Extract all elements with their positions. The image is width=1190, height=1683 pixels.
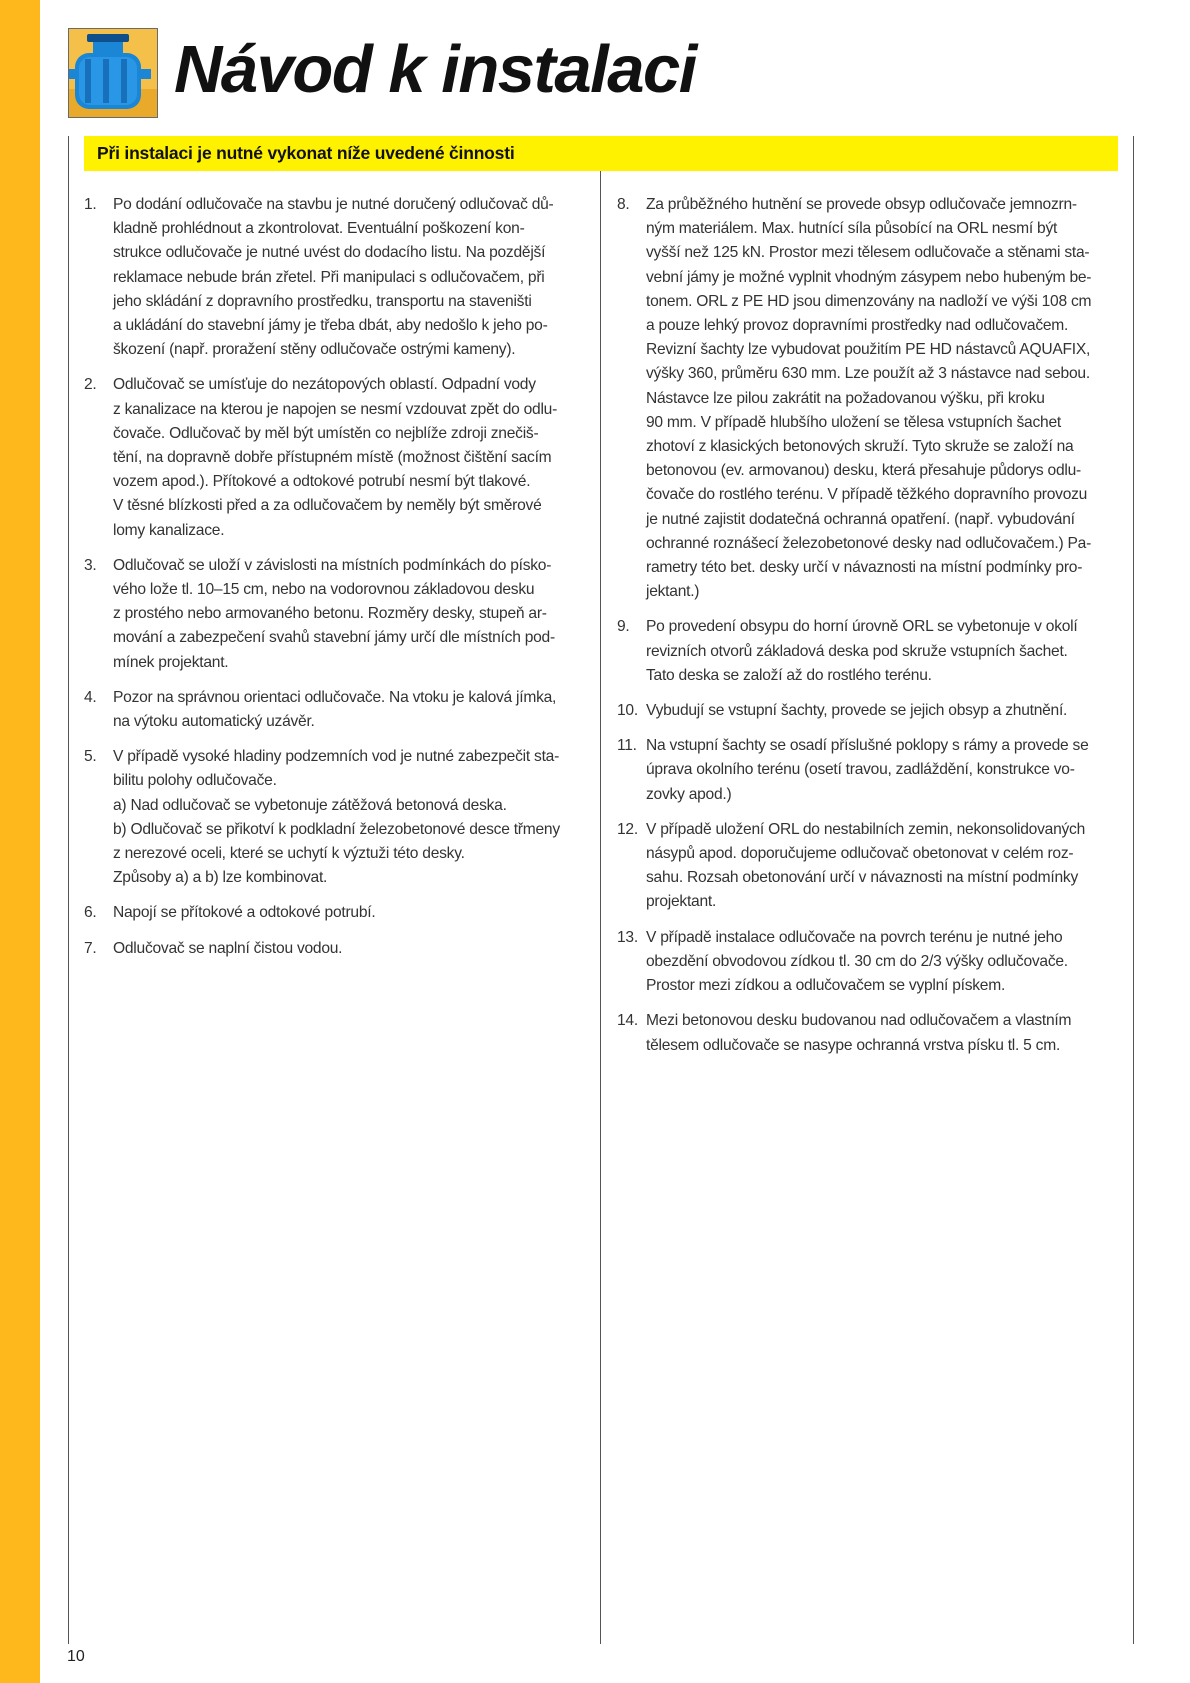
instruction-text: V případě vysoké hladiny podzemních vod je nutné zabezpečit sta- bilitu polohy odlučovače. a) Nad odlučovač se vybetonuje zátěžová betonová deska. b) Odlučovač se přikotví k podkladní železobetonové desce třmeny z nerezové oceli, které se uchytí k výztuži této desky. Způsoby a) a b) lze kombinovat. xyxy=(113,748,560,887)
column-rule-left xyxy=(68,136,69,1644)
instruction-number: 7. xyxy=(84,939,97,957)
instruction-text: Napojí se přítokové a odtokové potrubí. xyxy=(113,904,376,922)
instruction-item xyxy=(84,373,594,542)
instruction-item xyxy=(84,554,594,675)
instruction-text: Po dodání odlučovače na stavbu je nutné doručený odlučovač dů- kladně prohlédnout a zkontrolovat. Eventuální poškození kon- strukce odlučovače je nutné uvést do dodacího listu. Na pozdější reklamace nebude brán zřetel. Při manipulaci s odlučovačem, při jeho skládání z dopravního prostředku, transportu na staveništi a ukládání do stavební jámy je třeba dbát, aby nedošlo k jeho po- škození (např. proražení stěny odlučovače ostrými kameny). xyxy=(113,196,554,359)
instruction-item xyxy=(84,686,594,734)
instruction-number: 11. xyxy=(617,737,637,755)
instruction-item xyxy=(617,926,1127,999)
instruction-text: Mezi betonovou desku budovanou nad odlučovačem a vlastním tělesem odlučovače se nasype ochranná vrstva písku tl. 5 cm. xyxy=(646,1012,1072,1054)
instructions-left-column xyxy=(84,193,594,972)
instruction-number: 2. xyxy=(84,376,97,394)
instruction-item xyxy=(617,1009,1127,1057)
page-number: 10 xyxy=(67,1648,85,1665)
instruction-number: 13. xyxy=(617,928,638,946)
instruction-text: Odlučovač se uloží v závislosti na místních podmínkách do písko- vého lože tl. 10–15 cm, nebo na vodorovnou základovou desku z prostého nebo armovaného betonu. Rozměry desky, stupeň ar- mování a zabezpečení svahů stavební jámy určí dle místních pod- mínek projektant. xyxy=(113,556,555,671)
instruction-number: 12. xyxy=(617,820,638,838)
instruction-text: Odlučovač se naplní čistou vodou. xyxy=(113,939,343,957)
instruction-text: Pozor na správnou orientaci odlučovače. Na vtoku je kalová jímka, na výtoku automatický uzávěr. xyxy=(113,688,557,731)
instruction-number: 14. xyxy=(617,1012,638,1030)
instruction-text: Odlučovač se umísťuje do nezátopových oblastí. Odpadní vody z kanalizace na kterou je napojen se nesmí vzdouvat zpět do odlu- čovače. Odlučovač by měl být umístěn co nejblíže zdroji znečiš- tění, na dopravně dobře přístupném místě (možnost čištění sacím vozem apod.). Přítokové a odtokové potrubí nesmí být tlakové. V těsné blízkosti před a za odlučovačem by neměly být směrové lomy kanalizace. xyxy=(113,376,558,539)
page-title: Návod k instalaci xyxy=(174,32,696,107)
instruction-item xyxy=(84,937,594,961)
section-banner xyxy=(84,136,1118,171)
instruction-text: Po provedení obsypu do horní úrovně ORL se vybetonuje v okolí revizních otvorů základová deska pod skruže vstupních šachet. Tato deska se založí až do rostlého terénu. xyxy=(646,618,1078,684)
instruction-number: 4. xyxy=(84,688,97,706)
instruction-text: Vybudují se vstupní šachty, provede se jejich obsyp a zhutnění. xyxy=(646,702,1068,720)
instruction-number: 5. xyxy=(84,748,97,766)
instruction-number: 1. xyxy=(84,196,97,213)
instructions-right-column xyxy=(617,193,1127,1069)
instruction-number: 10. xyxy=(617,702,638,720)
instruction-item xyxy=(617,818,1127,915)
column-rule-middle xyxy=(600,136,601,1644)
instruction-text: V případě instalace odlučovače na povrch terénu je nutné jeho obezdění obvodovou zídkou tl. 30 cm do 2/3 výšky odlučovače. Prostor mezi zídkou a odlučovačem se vyplní pískem. xyxy=(646,928,1068,995)
section-heading: Při instalaci je nutné vykonat níže uvedené činnosti xyxy=(97,143,515,163)
instruction-number: 9. xyxy=(617,618,630,636)
instruction-number: 8. xyxy=(617,196,630,213)
instruction-item xyxy=(617,699,1127,723)
instruction-number: 6. xyxy=(84,904,97,922)
instruction-item xyxy=(617,193,1127,604)
instruction-item xyxy=(84,745,594,890)
yellow-side-bar xyxy=(0,0,40,1683)
column-rule-right xyxy=(1133,136,1134,1644)
product-image xyxy=(68,28,158,118)
separator-tank-icon xyxy=(69,29,158,118)
instruction-item xyxy=(617,615,1127,688)
instruction-item xyxy=(617,734,1127,807)
instruction-number: 3. xyxy=(84,556,97,574)
instruction-text: Za průběžného hutnění se provede obsyp odlučovače jemnozrn- ným materiálem. Max. hutnící síla působící na ORL nesmí být vyšší než 125 kN. Prostor mezi tělesem odlučovače a stěnami sta- vební jámy je možné vyplnit vhodným zásypem nebo hubeným be- tonem. ORL z PE HD jsou dimenzovány na nadloží ve výši 108 cm a pouze lehký provoz dopravními prostředky nad odlučovačem. Revizní šachty lze vybudovat použitím PE HD nástavců AQUAFIX, výšky 360, průměru 630 mm. Lze použít až 3 nástavce nad sebou. Nástavce lze pilou zakrátit na požadovanou výšku, při kroku 90 mm. V případě hlubšího uložení se tělesa vstupních šachet zhotoví z klasických betonových skruží. Tyto skruže se založí na betonovou (ev. armovanou) desku, která přesahuje půdorys odlu- čovače do rostlého terénu. V případě těžkého dopravního provozu je nutné zajistit dodatečná ochranná opatření. (např. vybudování ochranné roznášecí železobetonové desky nad odlučovačem.) Pa- rametry této bet. desky určí v návaznosti na místní podmínky pro- jektant.) xyxy=(646,196,1092,601)
instruction-item xyxy=(84,193,594,362)
instruction-text: Na vstupní šachty se osadí příslušné poklopy s rámy a provede se úprava okolního terénu (osetí travou, zadláždění, konstrukce vo- zovky apod.) xyxy=(646,737,1089,803)
instruction-item xyxy=(84,901,594,925)
instruction-text: V případě uložení ORL do nestabilních zemin, nekonsolidovaných násypů apod. doporučujeme odlučovač obetonovat v celém roz- sahu. Rozsah obetonování určí v návaznosti na místní podmínky projektant. xyxy=(646,820,1086,911)
